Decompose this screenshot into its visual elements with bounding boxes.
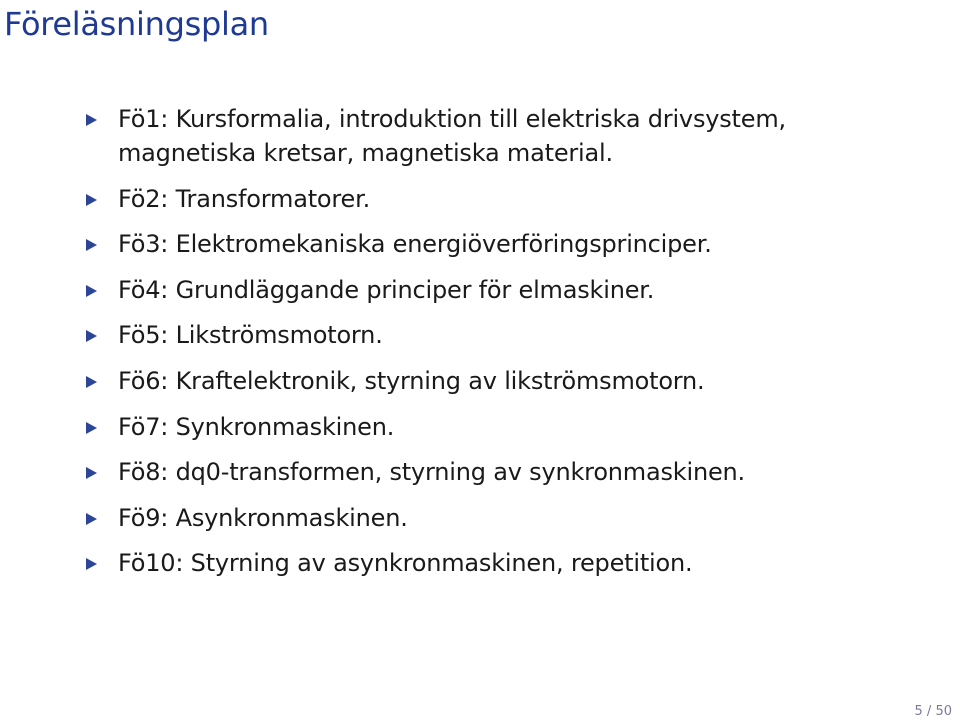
triangle-bullet-icon	[86, 467, 97, 479]
triangle-bullet-icon	[86, 376, 97, 388]
triangle-bullet-icon	[86, 558, 97, 570]
triangle-bullet-icon	[86, 285, 97, 297]
list-item-text: Fö10: Styrning av asynkronmaskinen, repetition.	[118, 549, 693, 578]
triangle-bullet-icon	[86, 239, 97, 251]
list-item-text: Fö8: dq0-transformen, styrning av synkronmaskinen.	[118, 458, 745, 487]
triangle-bullet-icon	[86, 513, 97, 525]
list-item	[0, 546, 960, 580]
lecture-plan-list	[0, 102, 960, 592]
list-item-text: Fö9: Asynkronmaskinen.	[118, 503, 408, 532]
triangle-bullet-icon	[86, 330, 97, 342]
list-item	[0, 102, 960, 170]
list-item	[0, 455, 960, 489]
triangle-bullet-icon	[86, 194, 97, 206]
triangle-bullet-icon	[86, 422, 97, 434]
page-counter: 5 / 50	[914, 704, 952, 719]
list-item-text: Fö4: Grundläggande principer för elmaskiner.	[118, 275, 655, 304]
list-item-text: Fö5: Likströmsmotorn.	[118, 321, 383, 350]
list-item	[0, 227, 960, 261]
list-item	[0, 364, 960, 398]
list-item-text: Fö7: Synkronmaskinen.	[118, 412, 395, 441]
list-item	[0, 318, 960, 352]
slide-title: Föreläsningsplan	[4, 5, 269, 43]
list-item-text: Fö1: Kursformalia, introduktion till elektriska drivsystem, magnetiska kretsar, magnetiska material.	[118, 105, 786, 167]
list-item	[0, 410, 960, 444]
list-item	[0, 273, 960, 307]
triangle-bullet-icon	[86, 114, 97, 126]
list-item	[0, 182, 960, 216]
list-item-text: Fö2: Transformatorer.	[118, 184, 370, 213]
list-item-text: Fö6: Kraftelektronik, styrning av likströmsmotorn.	[118, 366, 705, 395]
list-item	[0, 501, 960, 535]
list-item-text: Fö3: Elektromekaniska energiöverföringsprinciper.	[118, 230, 712, 259]
